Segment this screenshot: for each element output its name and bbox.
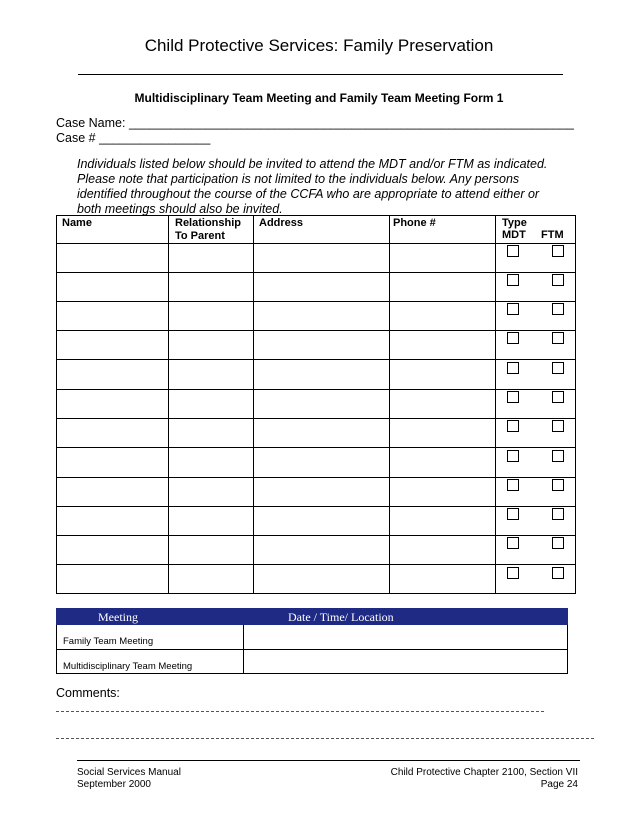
ftm-checkbox[interactable] bbox=[552, 508, 564, 520]
footer-chapter-section: Child Protective Chapter 2100, Section VII bbox=[390, 767, 578, 778]
column-header-ftm: FTM bbox=[541, 229, 564, 241]
mdt-checkbox[interactable] bbox=[507, 420, 519, 432]
column-header-name: Name bbox=[62, 217, 92, 229]
footer-page-number: Page 24 bbox=[540, 779, 578, 790]
mdt-checkbox[interactable] bbox=[507, 303, 519, 315]
case-name-field-line[interactable]: Case Name: ________________________________________________________________ Case # ________________ bbox=[56, 116, 574, 145]
ftm-checkbox[interactable] bbox=[552, 332, 564, 344]
mdt-checkbox[interactable] bbox=[507, 245, 519, 257]
column-header-relationship-line1: Relationship bbox=[175, 217, 242, 229]
page-header-title: Child Protective Services: Family Preservation bbox=[144, 36, 494, 55]
mdt-checkbox[interactable] bbox=[507, 274, 519, 286]
footer-left bbox=[77, 767, 181, 791]
meeting-row-label: Family Team Meeting bbox=[63, 636, 154, 647]
footer-manual-name: Social Services Manual bbox=[77, 767, 181, 778]
column-header-relationship bbox=[175, 217, 241, 243]
footer-date: September 2000 bbox=[77, 779, 151, 790]
comments-line[interactable] bbox=[56, 738, 594, 739]
form-title: Multidisciplinary Team Meeting and Family Team Meeting Form 1 bbox=[134, 91, 504, 105]
column-header-mdt: MDT bbox=[502, 229, 526, 241]
mdt-date-time-location-field[interactable] bbox=[245, 650, 566, 672]
mdt-checkbox[interactable] bbox=[507, 567, 519, 579]
header-divider bbox=[78, 74, 563, 75]
mdt-checkbox[interactable] bbox=[507, 362, 519, 374]
column-header-type: Type bbox=[502, 217, 527, 229]
column-header-meeting: Meeting bbox=[98, 610, 138, 624]
ftm-checkbox[interactable] bbox=[552, 245, 564, 257]
column-header-date-time-location: Date / Time/ Location bbox=[288, 610, 394, 624]
ftm-checkbox[interactable] bbox=[552, 274, 564, 286]
meeting-table-header bbox=[56, 608, 568, 625]
mdt-checkbox[interactable] bbox=[507, 479, 519, 491]
ftm-checkbox[interactable] bbox=[552, 479, 564, 491]
mdt-checkbox[interactable] bbox=[507, 332, 519, 344]
footer-right bbox=[391, 767, 578, 791]
mdt-checkbox[interactable] bbox=[507, 508, 519, 520]
invitee-table bbox=[56, 215, 576, 594]
meeting-table bbox=[56, 608, 568, 674]
mdt-checkbox[interactable] bbox=[507, 391, 519, 403]
instructions-text: Individuals listed below should be invited to attend the MDT and/or FTM as indicated. Please note that participation is not limited to the individuals below. Any persons identified throughout the course of the CCFA who are appropriate to attend either or both meetings should also be invited. bbox=[77, 157, 548, 216]
column-header-relationship-line2: To Parent bbox=[175, 230, 225, 242]
mdt-checkbox[interactable] bbox=[507, 537, 519, 549]
comments-line[interactable] bbox=[56, 711, 544, 712]
ftm-checkbox[interactable] bbox=[552, 420, 564, 432]
footer-divider bbox=[77, 760, 580, 761]
ftm-checkbox[interactable] bbox=[552, 362, 564, 374]
ftm-checkbox[interactable] bbox=[552, 537, 564, 549]
ftm-date-time-location-field[interactable] bbox=[245, 626, 566, 648]
ftm-checkbox[interactable] bbox=[552, 303, 564, 315]
ftm-checkbox[interactable] bbox=[552, 567, 564, 579]
column-header-phone: Phone # bbox=[393, 217, 436, 229]
comments-label: Comments: bbox=[56, 686, 120, 700]
ftm-checkbox[interactable] bbox=[552, 450, 564, 462]
column-header-address: Address bbox=[259, 217, 304, 229]
mdt-checkbox[interactable] bbox=[507, 450, 519, 462]
meeting-row-label: Multidisciplinary Team Meeting bbox=[63, 661, 193, 672]
ftm-checkbox[interactable] bbox=[552, 391, 564, 403]
